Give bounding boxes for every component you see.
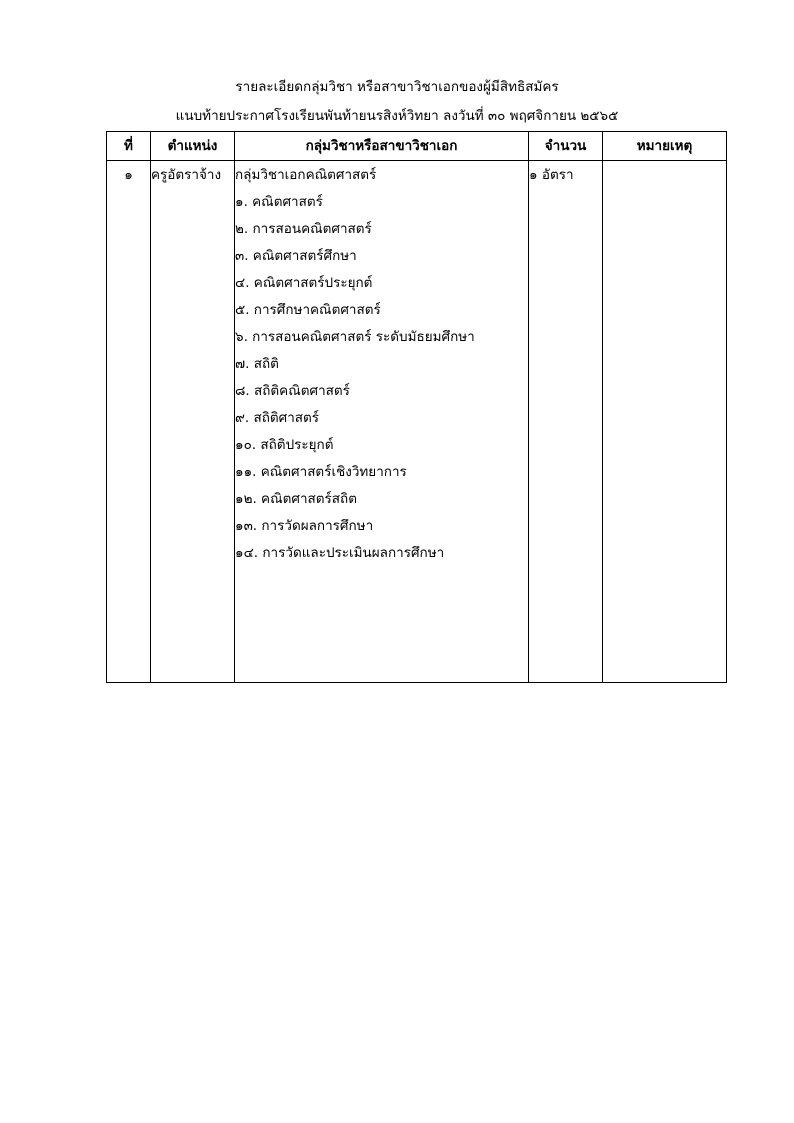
header-no: ที่ — [107, 132, 151, 161]
major-item: ๓. คณิตศาสตร์ศึกษา — [235, 248, 357, 264]
header-position: ตำแหน่ง — [151, 132, 235, 161]
row-note — [603, 161, 727, 683]
header-quantity: จำนวน — [529, 132, 603, 161]
major-item: ๑๔. การวัดและประเมินผลการศึกษา — [235, 545, 445, 561]
major-item: ๒. การสอนคณิตศาสตร์ — [235, 221, 372, 237]
major-item: ๘. สถิติคณิตศาสตร์ — [235, 383, 350, 399]
table-row — [107, 161, 727, 683]
major-item: ๑๓. การวัดผลการศึกษา — [235, 518, 374, 534]
header-major: กลุ่มวิชาหรือสาขาวิชาเอก — [235, 132, 529, 161]
row-position: ครูอัตราจ้าง — [151, 161, 235, 683]
row-no: ๑ — [107, 161, 151, 683]
major-item: ๕. การศึกษาคณิตศาสตร์ — [235, 302, 381, 318]
row-majors — [235, 161, 529, 683]
table-header-row — [107, 132, 727, 161]
document-subtitle: แนบท้ายประกาศโรงเรียนพันท้ายนรสิงห์วิทยา ลงวันที่ ๓๐ พฤศจิกายน ๒๕๖๕ — [175, 108, 619, 124]
document-title: รายละเอียดกลุ่มวิชา หรือสาขาวิชาเอกของผู้มีสิทธิสมัคร — [235, 79, 559, 95]
major-item: ๙. สถิติศาสตร์ — [235, 410, 320, 426]
major-item: ๑๐. สถิติประยุกต์ — [235, 437, 334, 453]
qualification-table — [106, 131, 727, 683]
header-note: หมายเหตุ — [603, 132, 727, 161]
major-item: ๑๑. คณิตศาสตร์เชิงวิทยาการ — [235, 464, 407, 480]
major-item: ๑. คณิตศาสตร์ — [235, 194, 323, 210]
major-item: ๗. สถิติ — [235, 356, 279, 372]
row-quantity: ๑ อัตรา — [529, 161, 603, 683]
major-item: ๔. คณิตศาสตร์ประยุกต์ — [235, 275, 373, 291]
major-group-heading: กลุ่มวิชาเอกคณิตศาสตร์ — [235, 167, 377, 183]
major-item: ๑๒. คณิตศาสตร์สถิต — [235, 491, 357, 507]
major-item: ๖. การสอนคณิตศาสตร์ ระดับมัธยมศึกษา — [235, 329, 475, 345]
